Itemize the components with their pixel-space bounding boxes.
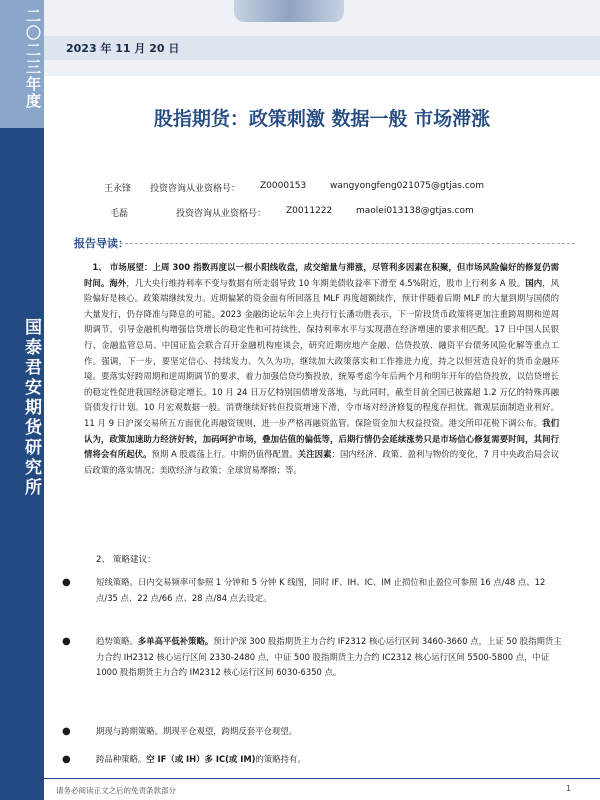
author-2-cert-label: 投资咨询从业资格号： [176, 209, 267, 219]
report-date: 2023 年 11 月 20 日 [66, 42, 180, 55]
bullet-cross-product [62, 752, 562, 768]
author-1-email[interactable]: wangyongfeng021075@gtjas.com [330, 181, 485, 191]
bullet-basis-calendar [62, 724, 562, 740]
author-2-email[interactable]: maolei013138@gtjas.com [356, 206, 474, 216]
bullet-short-term [62, 575, 562, 606]
para-text-4: ：国内经济、政策、盈利与物价的变化，7 月中央政治局会议后政策的落实情况；美欧经济与政策；全球贸易摩擦；等。 [84, 449, 559, 475]
bullet-dot-icon: ● [62, 636, 71, 647]
para-text-2: ，风险偏好是核心。政策端继续发力。近期偏紧的资金面有所回落且 MLF 再度超额续作，预计伴随着后期 MLF 的大量到期与国债的大量发行，仍存降准与降息的可能。2023 金融街论坛年会上央行行长潘功胜表示，下一阶段货币政策将更加注重跨周期和逆周期调节，引导金融机构增强信贷增长的稳定性和可持续性，保持利率水平与实现潜在经济增速的要求相匹配。17 日中国人民银行、金融监管总局、中国证监会联合召开金融机构座谈会，研究近期房地产金融、信贷投放、融资平台债务风险化解等重点工作。强调，下一步，要坚定信心、持续发力、久久为功，继续加大政策落实和工作推进力度，持之以恒营造良好的货币金融环境。要落实好跨周期和逆周期调节的要求，着力加强信贷均衡投放，统筹考虑今年后两个月和明年开年的信贷投放，以信贷增长的稳定性促进我国经济稳定增长。10 月 24 日万亿特别国债增发落地，与此同时，截至目前全国已披露超 1.2 万亿的特殊再融资债发行计划。10 月宏观数据一般。消费继续好转但投资增速下滑，令市场对经济修复的程度存担忧。微观层面制造业利好。11 月 9 日沪深交易所五方面优化再融资规则，进一步严格再融资监管。保险资金加大权益投资。港交所印花税下调公布。 [84, 277, 560, 428]
bullet-lead: 趋势策略。 [96, 636, 138, 646]
para-bold-2: 海外 [109, 277, 127, 288]
bullet-bold: 多单高平低补策略。 [137, 636, 214, 646]
bullet-dot-icon: ● [62, 754, 71, 765]
author-2-name: 毛磊 [110, 209, 129, 219]
bullet-bold: 空 IF（或 IH）多 IC(或 IM) [146, 754, 256, 764]
para-bold-1: 上周 300 指数再度以一根小阳线收盘，成交缩量与滞涨，尽管利多因素在积聚，但市场风险偏好的修复仍需时间。 [84, 262, 559, 288]
report-title: 股指期货：政策刺激 数据一般 市场滞涨 [153, 108, 491, 130]
footer-disclaimer: 请务必阅读正文之后的免责条款部分 [56, 786, 176, 795]
bullet-text [96, 752, 562, 768]
sidebar-year-band [0, 0, 44, 128]
sidebar-org-band [0, 128, 44, 800]
author-1-cert: Z0000153 [260, 181, 307, 191]
bullet-body: 预计沪深 300 股指期货主力合约 IF2312 核心运行区间 3460-3660 点，上证 50 股指期货主力合约 IH2312 核心运行区间 2330-2480 点，中证 500 股指期货主力合约 IC2312 核心运行区间 5500-5800 点，中证 1000 股指期货主力合约 IM2312 核心运行区间 6030-6350 点。 [96, 636, 562, 678]
page-number: 1 [566, 784, 572, 793]
bullet-text: 短线策略。日内交易频率可参照 1 分钟和 5 分钟 K 线图，同时 IF、IH、IC、IM 止损位和止盈位可参照 16 点/48 点、12 点/35 点、22 点/66 点、28 点/84 点去设定。 [96, 577, 546, 603]
bullet-text: 期现与跨期策略。期现平仓观望，跨期反套平仓观望。 [96, 726, 297, 736]
bullet-dot-icon: ● [62, 726, 71, 737]
header-crest-graphic [234, 0, 344, 22]
market-outlook-paragraph [84, 260, 559, 478]
strategy-heading: 2、 策略建议： [96, 555, 156, 565]
bullet-text [96, 634, 562, 681]
bullet-lead: 跨品种策略。 [96, 754, 147, 764]
bullet-trend [62, 634, 562, 681]
author-2-cert: Z0011222 [286, 206, 333, 216]
bullet-dot-icon: ● [62, 577, 71, 588]
left-sidebar [0, 0, 44, 800]
bullet-body: 的策略持有。 [255, 754, 306, 764]
para-text-1: ，几大央行维持利率不变与数据有所走弱导致 10 年期美债收益率下滑至 4.5%附近，股市上行利多 A 股。 [126, 277, 526, 288]
author-1-name: 王永锋 [104, 184, 132, 194]
sidebar-org-name: 国泰君安期货研究所 [21, 318, 41, 498]
footer-divider [44, 778, 600, 779]
para-bold-4: 我们认为，政策加速助力经济好转，加码呵护市场，叠加估值的偏低等，后期行情仍会延续涨势只是市场信心修复需要时间，其间行情将会有所起伏。 [84, 417, 560, 460]
author-1-cert-label: 投资咨询从业资格号： [150, 184, 241, 194]
guide-divider [120, 243, 575, 244]
para-bold-5: 关注因素 [297, 449, 332, 460]
para-lead: 1、 市场展望： [92, 262, 153, 272]
sidebar-year: 二〇二三年度 [24, 8, 42, 110]
para-bold-3: 国内 [525, 277, 543, 288]
para-text-3: 预期 A 股震荡上行。中期仍值得配置。 [151, 449, 298, 460]
guide-heading: 报告导读： [74, 237, 129, 250]
